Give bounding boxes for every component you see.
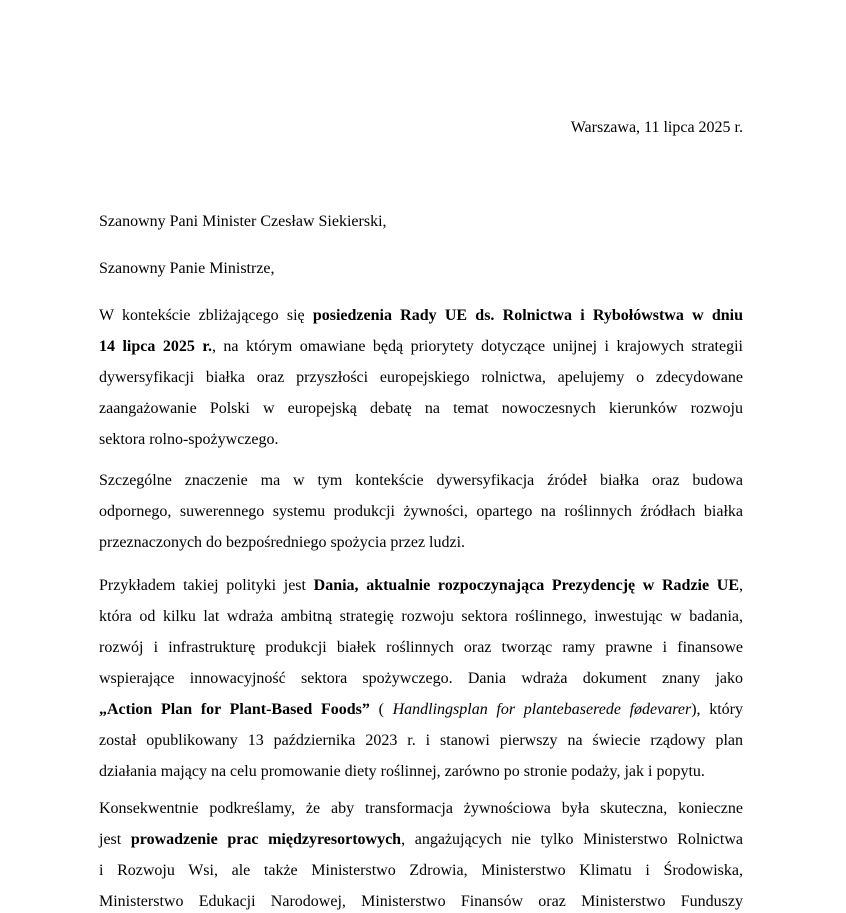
text-run: Przykładem takiej polityki jest — [99, 577, 314, 594]
paragraph-1-line — [99, 300, 743, 331]
text-run: , angażujących nie tylko Ministerstwo Rolnictwa — [401, 831, 744, 848]
dateline: Warszawa, 11 lipca 2025 r. — [570, 119, 743, 136]
paragraph-4-line — [99, 824, 743, 855]
paragraph-3-line: która od kilku lat wdraża ambitną strategię rozwoju sektora roślinnego, inwestując w badania, — [99, 608, 743, 625]
bold-text-run: prowadzenie prac międzyresortowych — [130, 831, 402, 848]
paragraph-2-line: przeznaczonych do bezpośredniego spożycia przez ludzi. — [99, 534, 466, 551]
paragraph-3-line: został opublikowany 13 października 2023 r. i stanowi pierwszy na świecie rządowy plan — [99, 732, 743, 749]
paragraph-4-line: Ministerstwo Edukacji Narodowej, Ministerstwo Finansów oraz Ministerstwo Funduszy — [99, 893, 743, 910]
paragraph-4 — [99, 793, 743, 913]
addressee-line: Szanowny Pani Minister Czesław Siekierski, — [99, 213, 387, 230]
text-run: ), który — [691, 701, 744, 718]
text-run: W kontekście zbliżającego się — [99, 307, 313, 324]
paragraph-4-line: Konsekwentnie podkreślamy, że aby transformacja żywnościowa była skuteczna, konieczne — [99, 800, 743, 817]
paragraph-2-line: Szczególne znaczenie ma w tym kontekście dywersyfikacja źródeł białka oraz budowa — [99, 472, 743, 489]
paragraph-2-line: odpornego, suwerennego systemu produkcji żywności, opartego na roślinnych źródłach białka — [99, 503, 743, 520]
paragraph-3-line: działania mający na celu promowanie diety roślinnej, zarówno po stronie podaży, jak i popytu. — [99, 763, 705, 780]
bold-text-run: 14 lipca 2025 r. — [99, 338, 212, 355]
paragraph-1 — [99, 300, 743, 455]
paragraph-3-line — [99, 570, 743, 601]
bold-text-run: posiedzenia Rady UE ds. Rolnictwa i Rybołówstwa w dniu — [312, 307, 744, 324]
paragraph-1-line — [99, 331, 743, 362]
text-run: , na którym omawiane będą priorytety dotyczące unijnej i krajowych strategii — [211, 338, 743, 355]
text-run: , — [739, 577, 744, 594]
paragraph-3 — [99, 570, 743, 787]
bold-text-run: „Action Plan for Plant-Based Foods” — [99, 701, 370, 718]
paragraph-1-line: dywersyfikacji białka oraz przyszłości europejskiego rolnictwa, apelujemy o zdecydowane — [99, 369, 743, 386]
text-run: jest — [99, 831, 131, 848]
paragraph-1-line: zaangażowanie Polski w europejską debatę na temat nowoczesnych kierunków rozwoju — [99, 400, 743, 417]
text-run: ( — [369, 701, 393, 718]
paragraph-3-line — [99, 694, 743, 725]
paragraph-4-line: i Rozwoju Wsi, ale także Ministerstwo Zdrowia, Ministerstwo Klimatu i Środowiska, — [99, 862, 743, 879]
paragraph-3-line: rozwój i infrastrukturę produkcji białek roślinnych oraz tworząc ramy prawne i finansowe — [99, 639, 743, 656]
paragraph-1-line: sektora rolno-spożywczego. — [99, 431, 279, 448]
bold-text-run: Dania, aktualnie rozpoczynająca Prezydencję w Radzie UE — [313, 577, 740, 594]
salutation: Szanowny Panie Ministrze, — [99, 260, 275, 277]
paragraph-2 — [99, 465, 743, 558]
italic-text-run: Handlingsplan for plantebaserede fødevarer — [392, 701, 692, 718]
paragraph-3-line: wspierające innowacyjność sektora spożywczego. Dania wdraża dokument znany jako — [99, 670, 743, 687]
